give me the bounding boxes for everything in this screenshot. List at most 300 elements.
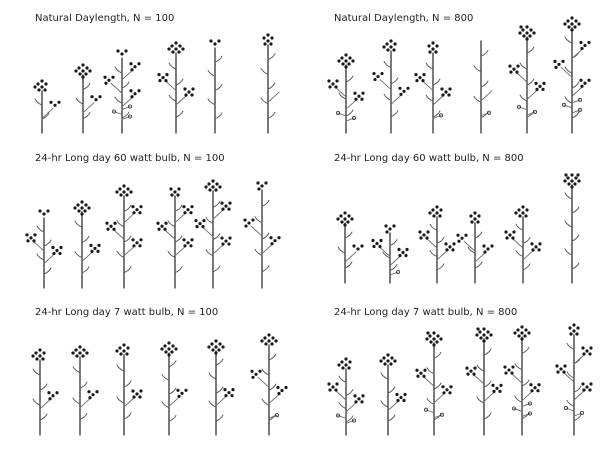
flower-dot [270,242,273,245]
flower-dot [280,389,283,392]
flower-dot [513,331,516,334]
flower-dot [132,244,135,247]
flower-dot [439,337,442,340]
flower-dot [399,396,402,399]
side-branch [175,246,186,256]
flower-dot [327,382,330,385]
leaf [73,398,80,404]
leaf [209,401,216,407]
leaf [565,37,572,43]
flower-dot [257,187,260,190]
flower-dot [126,187,129,190]
flower-dot [361,92,364,95]
leaf [434,352,441,358]
flower-dot [46,209,49,212]
flower-dot [201,225,204,228]
flower-dot [388,227,391,230]
flower-dot [118,346,121,349]
flower-dot [449,385,452,388]
flower-dot [224,239,227,242]
flower-dot [398,87,401,90]
panel-title: 24-hr Long day 60 watt bulb, N = 100 [35,153,225,164]
flower-dot [213,42,216,45]
flower-dot [432,337,435,340]
leaf [262,233,269,239]
flower-dot [174,41,177,44]
flower-dot [135,208,138,211]
plant-row [33,33,279,133]
plant [103,49,140,133]
leaf [567,343,574,349]
flower-dot [105,222,108,225]
flower-dot [343,217,346,220]
flower-dot [191,87,194,90]
leaf [433,79,440,85]
flower-dot [112,228,115,231]
side-branch [512,238,523,248]
leaf [82,236,89,242]
flower-dot [448,391,451,394]
flower-dot [58,252,61,255]
side-branch [390,256,401,266]
flower-dot [562,370,565,373]
flower-dot [485,336,488,339]
flower-dot [533,386,536,389]
flower-dot [164,350,167,353]
side-branch [391,94,402,104]
flower-dot [486,330,489,333]
flower-dot [165,73,168,76]
side-branch [423,376,434,386]
flower-dot [576,173,579,176]
side-branch [473,374,484,384]
flower-dot [538,85,541,88]
plant [327,53,364,133]
side-branch [434,393,445,403]
flower-dot [422,73,425,76]
leaf [176,111,183,117]
flower-dot [271,336,274,339]
side-branch [269,394,280,404]
flower-dot [210,342,213,345]
leaf [572,235,579,241]
flower-dot [386,48,389,51]
flower-dot [517,334,520,337]
flower-dot [423,369,426,372]
flower-dot [156,222,159,225]
leaf [44,240,51,246]
plant [105,184,142,288]
flower-dot [415,79,418,82]
leaf [565,249,572,255]
leaf [391,111,398,117]
flower-dot [189,211,192,214]
flower-dot [334,85,337,88]
flower-dot [90,250,93,253]
flower-dot [251,376,254,379]
flower-dot [456,234,459,237]
flower-dot [538,242,541,245]
flower-dot [588,352,591,355]
leaf [523,264,530,270]
flower-dot [250,370,253,373]
flower-dot [579,79,582,82]
flower-dot [161,76,164,79]
flower-dot [577,22,580,25]
flower-dot [133,65,136,68]
leaf [388,415,395,421]
flower-dot [131,389,134,392]
leaf [520,95,527,101]
flower-dot [575,332,578,335]
flower-dot [32,239,35,242]
flower-dot [518,31,521,34]
flower-dot [187,90,190,93]
panel-natural-daylength-n100 [33,13,279,133]
flower-dot [190,93,193,96]
plant [250,333,287,435]
flower-dot [521,211,524,214]
plant [243,181,280,288]
flower-dot [482,339,485,342]
flower-dot [490,244,493,247]
flower-dot [419,236,422,239]
leaf [42,113,49,119]
flower-dot [344,363,347,366]
flower-dot [335,79,338,82]
flower-dot [521,205,524,208]
side-branch [165,81,176,91]
flower-dot [360,400,363,403]
leaf [390,265,397,271]
flower-dot [171,344,174,347]
flower-dot [441,385,444,388]
leaf [527,47,534,53]
flower-dot [218,185,221,188]
leaf [572,207,579,213]
flower-dot [87,390,90,393]
flower-dot [122,190,125,193]
leaf [430,224,437,230]
flower-dot [530,242,533,245]
leaf [215,85,222,91]
flower-dot [509,71,512,74]
flower-dot [211,179,214,182]
flower-dot [476,327,479,330]
flower-dot [429,340,432,343]
flower-dot [519,25,522,28]
flower-dot [535,88,538,91]
flower-dot [508,65,511,68]
flower-dot [76,203,79,206]
flower-dot [107,79,110,82]
flower-dot [348,56,351,59]
flower-dot [266,39,269,42]
leaf [33,399,40,405]
flower-dot [75,354,78,357]
flower-dot [344,59,347,62]
side-branch [511,373,522,383]
leaf [268,83,275,89]
flower-dot [402,399,405,402]
leaf [215,56,222,62]
flower-dot [328,85,331,88]
flower-dot [118,187,121,190]
leaf [345,232,352,238]
leaf [169,63,176,69]
leaf [269,354,276,360]
flower-dot [438,214,441,217]
flower-dot [476,220,479,223]
flower-dot [343,223,346,226]
flower-dot [80,206,83,209]
leaf [574,386,581,392]
plant-row [336,173,580,283]
plant-row [327,323,592,435]
side-branch [335,390,346,400]
flower-dot [277,392,280,395]
side-branch [379,247,390,257]
flower-dot [217,348,220,351]
leaf [572,263,579,269]
flower-dot [346,220,349,223]
leaf [522,347,529,353]
flower-dot [167,341,170,344]
flower-dot [94,98,97,101]
flower-dot [243,218,246,221]
flower-dot [524,214,527,217]
flower-dot [403,393,406,396]
flower-dot [267,333,270,336]
flower-dot [428,334,431,337]
leaf [117,251,124,257]
flower-dot [214,345,217,348]
flower-dot [357,95,360,98]
flower-dot [189,244,192,247]
flower-dot [583,44,586,47]
flower-dot [556,370,559,373]
flower-dot [393,42,396,45]
leaf [477,397,484,403]
leaf [124,205,131,211]
flower-dot [406,87,409,90]
flower-dot [536,389,539,392]
flower-dot [460,237,463,240]
flower-dot [274,339,277,342]
plant [71,345,98,435]
flower-dot [51,394,54,397]
flower-dot [331,385,334,388]
flower-dot [227,242,230,245]
flower-dot [491,384,494,387]
flower-dot [224,394,227,397]
flower-dot [78,345,81,348]
flower-dot [42,351,45,354]
leaf [484,413,491,419]
flower-dot [470,220,473,223]
leaf [565,221,572,227]
flower-dot [435,340,438,343]
leaf [115,67,122,73]
leaf [169,415,176,421]
side-branch [124,213,135,223]
flower-dot [263,42,266,45]
flower-dot [405,248,408,251]
flower-dot [457,240,460,243]
leaf [520,63,527,69]
flower-dot [38,354,41,357]
flower-dot [392,224,395,227]
panel-60w-n800 [334,153,581,283]
flower-dot [340,56,343,59]
flower-dot [479,336,482,339]
flower-dot [421,79,424,82]
flower-dot [435,44,438,47]
leaf [388,387,395,393]
flower-dot [504,230,507,233]
flower-dot [47,391,50,394]
plant-row [31,333,287,435]
leaf [216,359,223,365]
flower-dot [211,185,214,188]
side-branch [481,91,492,101]
flower-dot [427,44,430,47]
flower-dot [125,352,128,355]
side-branch [522,391,533,401]
side-branch [202,227,213,237]
flower-dot [120,52,123,55]
flower-dot [176,389,179,392]
flower-dot [580,85,583,88]
flower-dot [525,25,528,28]
flower-dot [347,62,350,65]
flower-dot [113,222,116,225]
flower-dot [557,63,560,66]
flower-dot [34,351,37,354]
flower-dot [51,246,54,249]
flower-dot [530,389,533,392]
leaf [168,251,175,257]
leaf [176,79,183,85]
side-branch [40,399,51,409]
leaf [37,254,44,260]
plant [208,39,222,133]
leaf [255,217,262,223]
flower-dot [499,384,502,387]
flower-dot [84,203,87,206]
flower-dot [40,85,43,88]
flower-dot [135,392,138,395]
flower-dot [432,343,435,346]
flower-dot [167,353,170,356]
flower-dot [160,225,163,228]
flower-dot [434,50,437,53]
flower-dot [215,182,218,185]
leaf [515,396,522,402]
leaf [40,414,47,420]
side-branch [113,229,124,239]
flower-dot [124,49,127,52]
flower-dot [384,224,387,227]
leaf [75,221,82,227]
flower-dot [157,73,160,76]
leaf [216,387,223,393]
side-branch [475,252,486,262]
flower-dot [492,390,495,393]
leaf [477,365,484,371]
leaf [35,99,42,105]
leaf [213,234,220,240]
flower-dot [84,72,87,75]
flower-dot [386,353,389,356]
flower-dot [83,209,86,212]
flower-dot [531,248,534,251]
leaf [255,249,262,255]
leaf [208,70,215,76]
flower-dot [176,193,179,196]
flower-dot [130,95,133,98]
flower-dot [563,22,566,25]
flower-dot [503,365,506,368]
leaf [523,237,530,243]
side-branch [216,396,227,406]
flower-dot [563,364,566,367]
flower-dot [170,350,173,353]
flower-dot [227,391,230,394]
flower-dot [73,206,76,209]
flower-dot [38,209,41,212]
flower-dot [389,39,392,42]
flower-dot [80,212,83,215]
flower-dot [534,245,537,248]
flower-dot [570,179,573,182]
flower-dot [426,331,429,334]
side-branch [82,251,93,261]
side-branch [176,95,187,105]
flower-dot [104,82,107,85]
flower-dot [448,87,451,90]
flower-dot [231,388,234,391]
flower-dot [537,248,540,251]
flower-dot [132,211,135,214]
plant [418,205,455,283]
flower-dot [422,375,425,378]
flower-dot [207,345,210,348]
leaf [162,374,169,380]
flower-dot [473,211,476,214]
flower-dot [122,349,125,352]
leaf [426,63,433,69]
flower-dot [347,366,350,369]
flower-dot [214,351,217,354]
flower-dot [441,93,444,96]
flower-dot [378,245,381,248]
flower-dot [270,36,273,39]
flower-dot [356,247,359,250]
side-branch [433,95,444,105]
flower-dot [564,173,567,176]
flower-dot [465,367,468,370]
leaf [168,221,175,227]
side-branch [572,48,583,58]
leaf [484,349,491,355]
flower-dot [401,251,404,254]
flower-dot [444,90,447,93]
leaf [346,76,353,82]
flower-dot [357,397,360,400]
flower-dot [273,239,276,242]
plant [504,205,541,283]
